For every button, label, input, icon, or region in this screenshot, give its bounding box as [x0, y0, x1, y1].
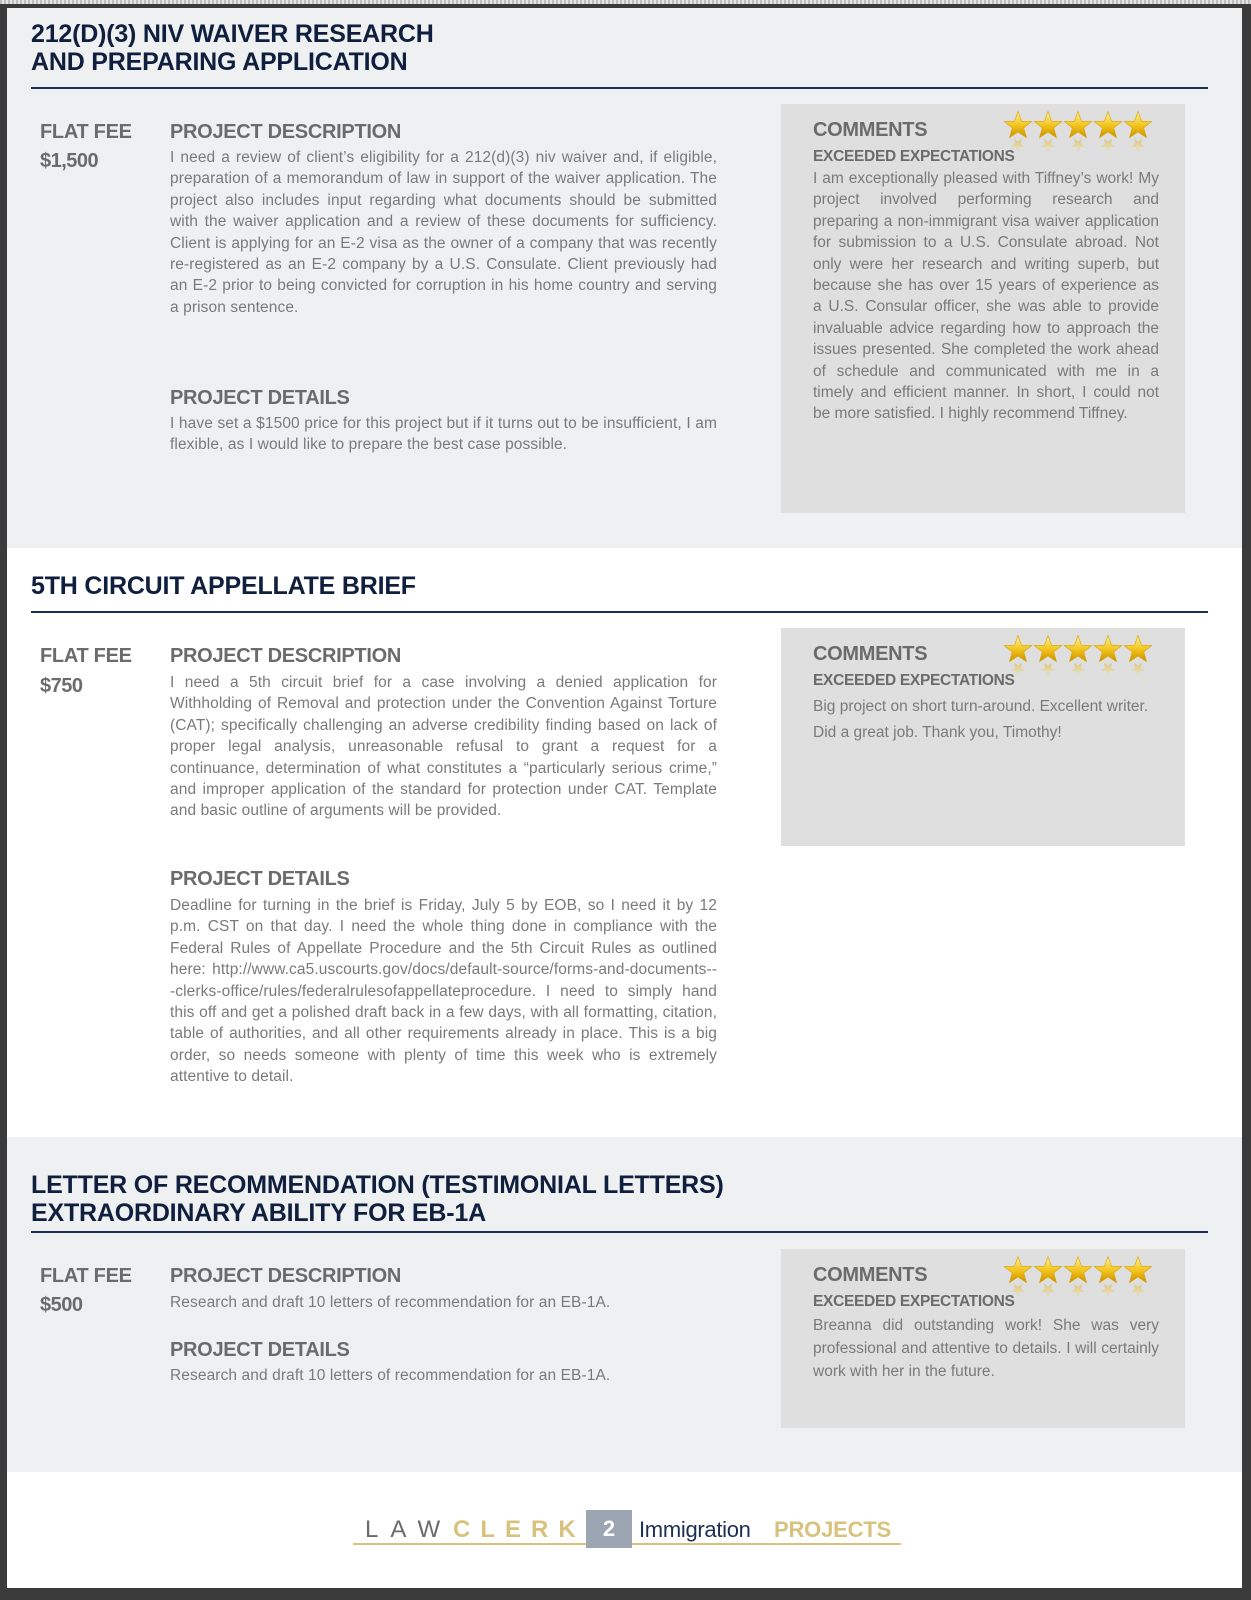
fee-value: $500	[40, 1294, 83, 1316]
star-reflection-icon	[1033, 138, 1063, 152]
star-rating	[1003, 634, 1153, 678]
details-heading: PROJECT DETAILS	[170, 387, 350, 409]
fee-label: FLAT FEE	[40, 645, 132, 667]
star-filled-icon	[1033, 110, 1063, 140]
comment-text: Big project on short turn-around. Excellent writer. Did a great job. Thank you, Timothy!	[813, 698, 1149, 741]
star-reflection-icon	[1033, 662, 1063, 676]
star-reflection-icon	[1093, 1283, 1123, 1297]
project-section-1	[7, 8, 1242, 548]
comments-box	[781, 628, 1185, 846]
star-reflection-icon	[1063, 1283, 1093, 1297]
description-text: I need a review of client’s eligibility for a 212(d)(3) niv waiver and, if eligible, preparation of a memorandum of law in support of the waiver application. The project also includes input regarding what documents should be submitted with the waiver application and a review of these documents for sufficiency. Client is applying for an E-2 visa as the owner of a company that was recently re-registered as an E-2 company by a U.S. Consulate. Client previously had an E-2 prior to being convicted for corruption in his home country and serving a prison sentence.	[170, 149, 717, 316]
fee-label: FLAT FEE	[40, 121, 132, 143]
details-text: Deadline for turning in the brief is Friday, July 5 by EOB, so I need it by 12 p.m. CST on that day. I need the whole thing done in compliance with the Federal Rules of Appellate Procedure and the 5th Circuit Rules as outlined here: http://www.ca5.uscourts.gov/docs/default-source/forms-and-documents---clerks-office/rules/federalrulesofappellateprocedure. I need to simply hand this off and get a polished draft back in a few days, with all formatting, citation, table of authorities, and all other requirements already in place. This is a big order, so needs someone with plenty of time this week who is extremely attentive to detail.	[170, 897, 717, 1086]
comments-box	[781, 104, 1185, 513]
comments-subheading: EXCEEDED EXPECTATIONS	[813, 1293, 1015, 1310]
comment-text: I am exceptionally pleased with Tiffney’s work! My project involved performing research and preparing a non-immigrant visa waiver application for submission to a U.S. Consulate abroad. Not only were her research and writing superb, but because she has over 15 years of experience as a U.S. Consular officer, she was able to provide invaluable advice regarding how to approach the issues presented. She completed the work ahead of schedule and communicated with me in a timely and efficient manner. In short, I could not be more satisfied. I highly recommend Tiffney.	[813, 170, 1159, 423]
description-heading: PROJECT DESCRIPTION	[170, 1265, 401, 1287]
comments-box	[781, 1249, 1185, 1428]
title-divider	[31, 87, 1208, 89]
star-filled-icon	[1003, 1255, 1033, 1285]
comments-subheading: EXCEEDED EXPECTATIONS	[813, 672, 1015, 689]
star-filled-icon	[1123, 1255, 1153, 1285]
star-filled-icon	[1093, 634, 1123, 664]
details-heading: PROJECT DETAILS	[170, 1339, 350, 1361]
star-reflection-icon	[1093, 138, 1123, 152]
star-filled-icon	[1033, 1255, 1063, 1285]
fee-value: $750	[40, 675, 83, 697]
project-title-line-1: LETTER OF RECOMMENDATION (TESTIMONIAL LETTERS)	[31, 1171, 724, 1199]
project-section-3	[7, 1137, 1242, 1472]
description-text: I need a 5th circuit brief for a case involving a denied application for Withholding of Removal and protection under the Convention Against Torture (CAT); specifically challenging an adverse credibility finding based on lack of proper legal analysis, unreasonable refusal to grant a request for a continuance, determination of what constitutes a “particularly serious crime,” and improper application of the standard for protection under CAT. Template and basic outline of arguments will be provided.	[170, 674, 717, 820]
details-text: I have set a $1500 price for this project but if it turns out to be insufficient, I am flexible, as I would like to prepare the best case possible.	[170, 415, 717, 454]
star-filled-icon	[1063, 110, 1093, 140]
description-heading: PROJECT DESCRIPTION	[170, 645, 401, 667]
top-edge-strip	[0, 0, 1251, 4]
fee-value: $1,500	[40, 150, 99, 172]
fee-label: FLAT FEE	[40, 1265, 132, 1287]
star-reflection-icon	[1063, 662, 1093, 676]
project-title-line-2: AND PREPARING APPLICATION	[31, 48, 408, 76]
star-filled-icon	[1063, 634, 1093, 664]
star-reflection-icon	[1063, 138, 1093, 152]
project-title-line-1: 5TH CIRCUIT APPELLATE BRIEF	[31, 572, 416, 600]
footer	[7, 1472, 1242, 1588]
star-filled-icon	[1123, 634, 1153, 664]
lawclerk-logo	[353, 1510, 901, 1550]
details-heading: PROJECT DETAILS	[170, 868, 350, 890]
star-rating	[1003, 1255, 1153, 1299]
project-title-line-2: EXTRAORDINARY ABILITY FOR EB-1A	[31, 1199, 486, 1227]
star-reflection-icon	[1123, 1283, 1153, 1297]
description-text: Research and draft 10 letters of recommendation for an EB-1A.	[170, 1294, 611, 1311]
star-reflection-icon	[1093, 662, 1123, 676]
logo-number-badge: 2	[586, 1510, 632, 1548]
star-reflection-icon	[1123, 662, 1153, 676]
star-filled-icon	[1093, 110, 1123, 140]
star-filled-icon	[1123, 110, 1153, 140]
star-reflection-icon	[1123, 138, 1153, 152]
title-divider	[31, 1231, 1208, 1233]
logo-law-text: LAW	[365, 1516, 453, 1543]
details-text: Research and draft 10 letters of recommendation for an EB-1A.	[170, 1367, 611, 1384]
comments-heading: COMMENTS	[813, 119, 928, 141]
star-filled-icon	[1033, 634, 1063, 664]
comment-text: Breanna did outstanding work! She was very professional and attentive to details. I will certainly work with her in the future.	[813, 1317, 1159, 1380]
star-filled-icon	[1003, 634, 1033, 664]
comments-subheading: EXCEEDED EXPECTATIONS	[813, 148, 1015, 165]
logo-immigration-text: Immigration	[639, 1517, 751, 1542]
comments-heading: COMMENTS	[813, 643, 928, 665]
star-reflection-icon	[1033, 1283, 1063, 1297]
star-filled-icon	[1063, 1255, 1093, 1285]
star-filled-icon	[1003, 110, 1033, 140]
comments-heading: COMMENTS	[813, 1264, 928, 1286]
description-heading: PROJECT DESCRIPTION	[170, 121, 401, 143]
project-title-line-1: 212(D)(3) NIV WAIVER RESEARCH	[31, 20, 434, 48]
project-section-2	[7, 548, 1242, 1137]
document-page	[7, 8, 1242, 1588]
star-rating	[1003, 110, 1153, 154]
title-divider	[31, 611, 1208, 613]
logo-clerk-text: CLERK	[453, 1516, 586, 1543]
logo-projects-text: PROJECTS	[774, 1517, 891, 1542]
star-filled-icon	[1093, 1255, 1123, 1285]
